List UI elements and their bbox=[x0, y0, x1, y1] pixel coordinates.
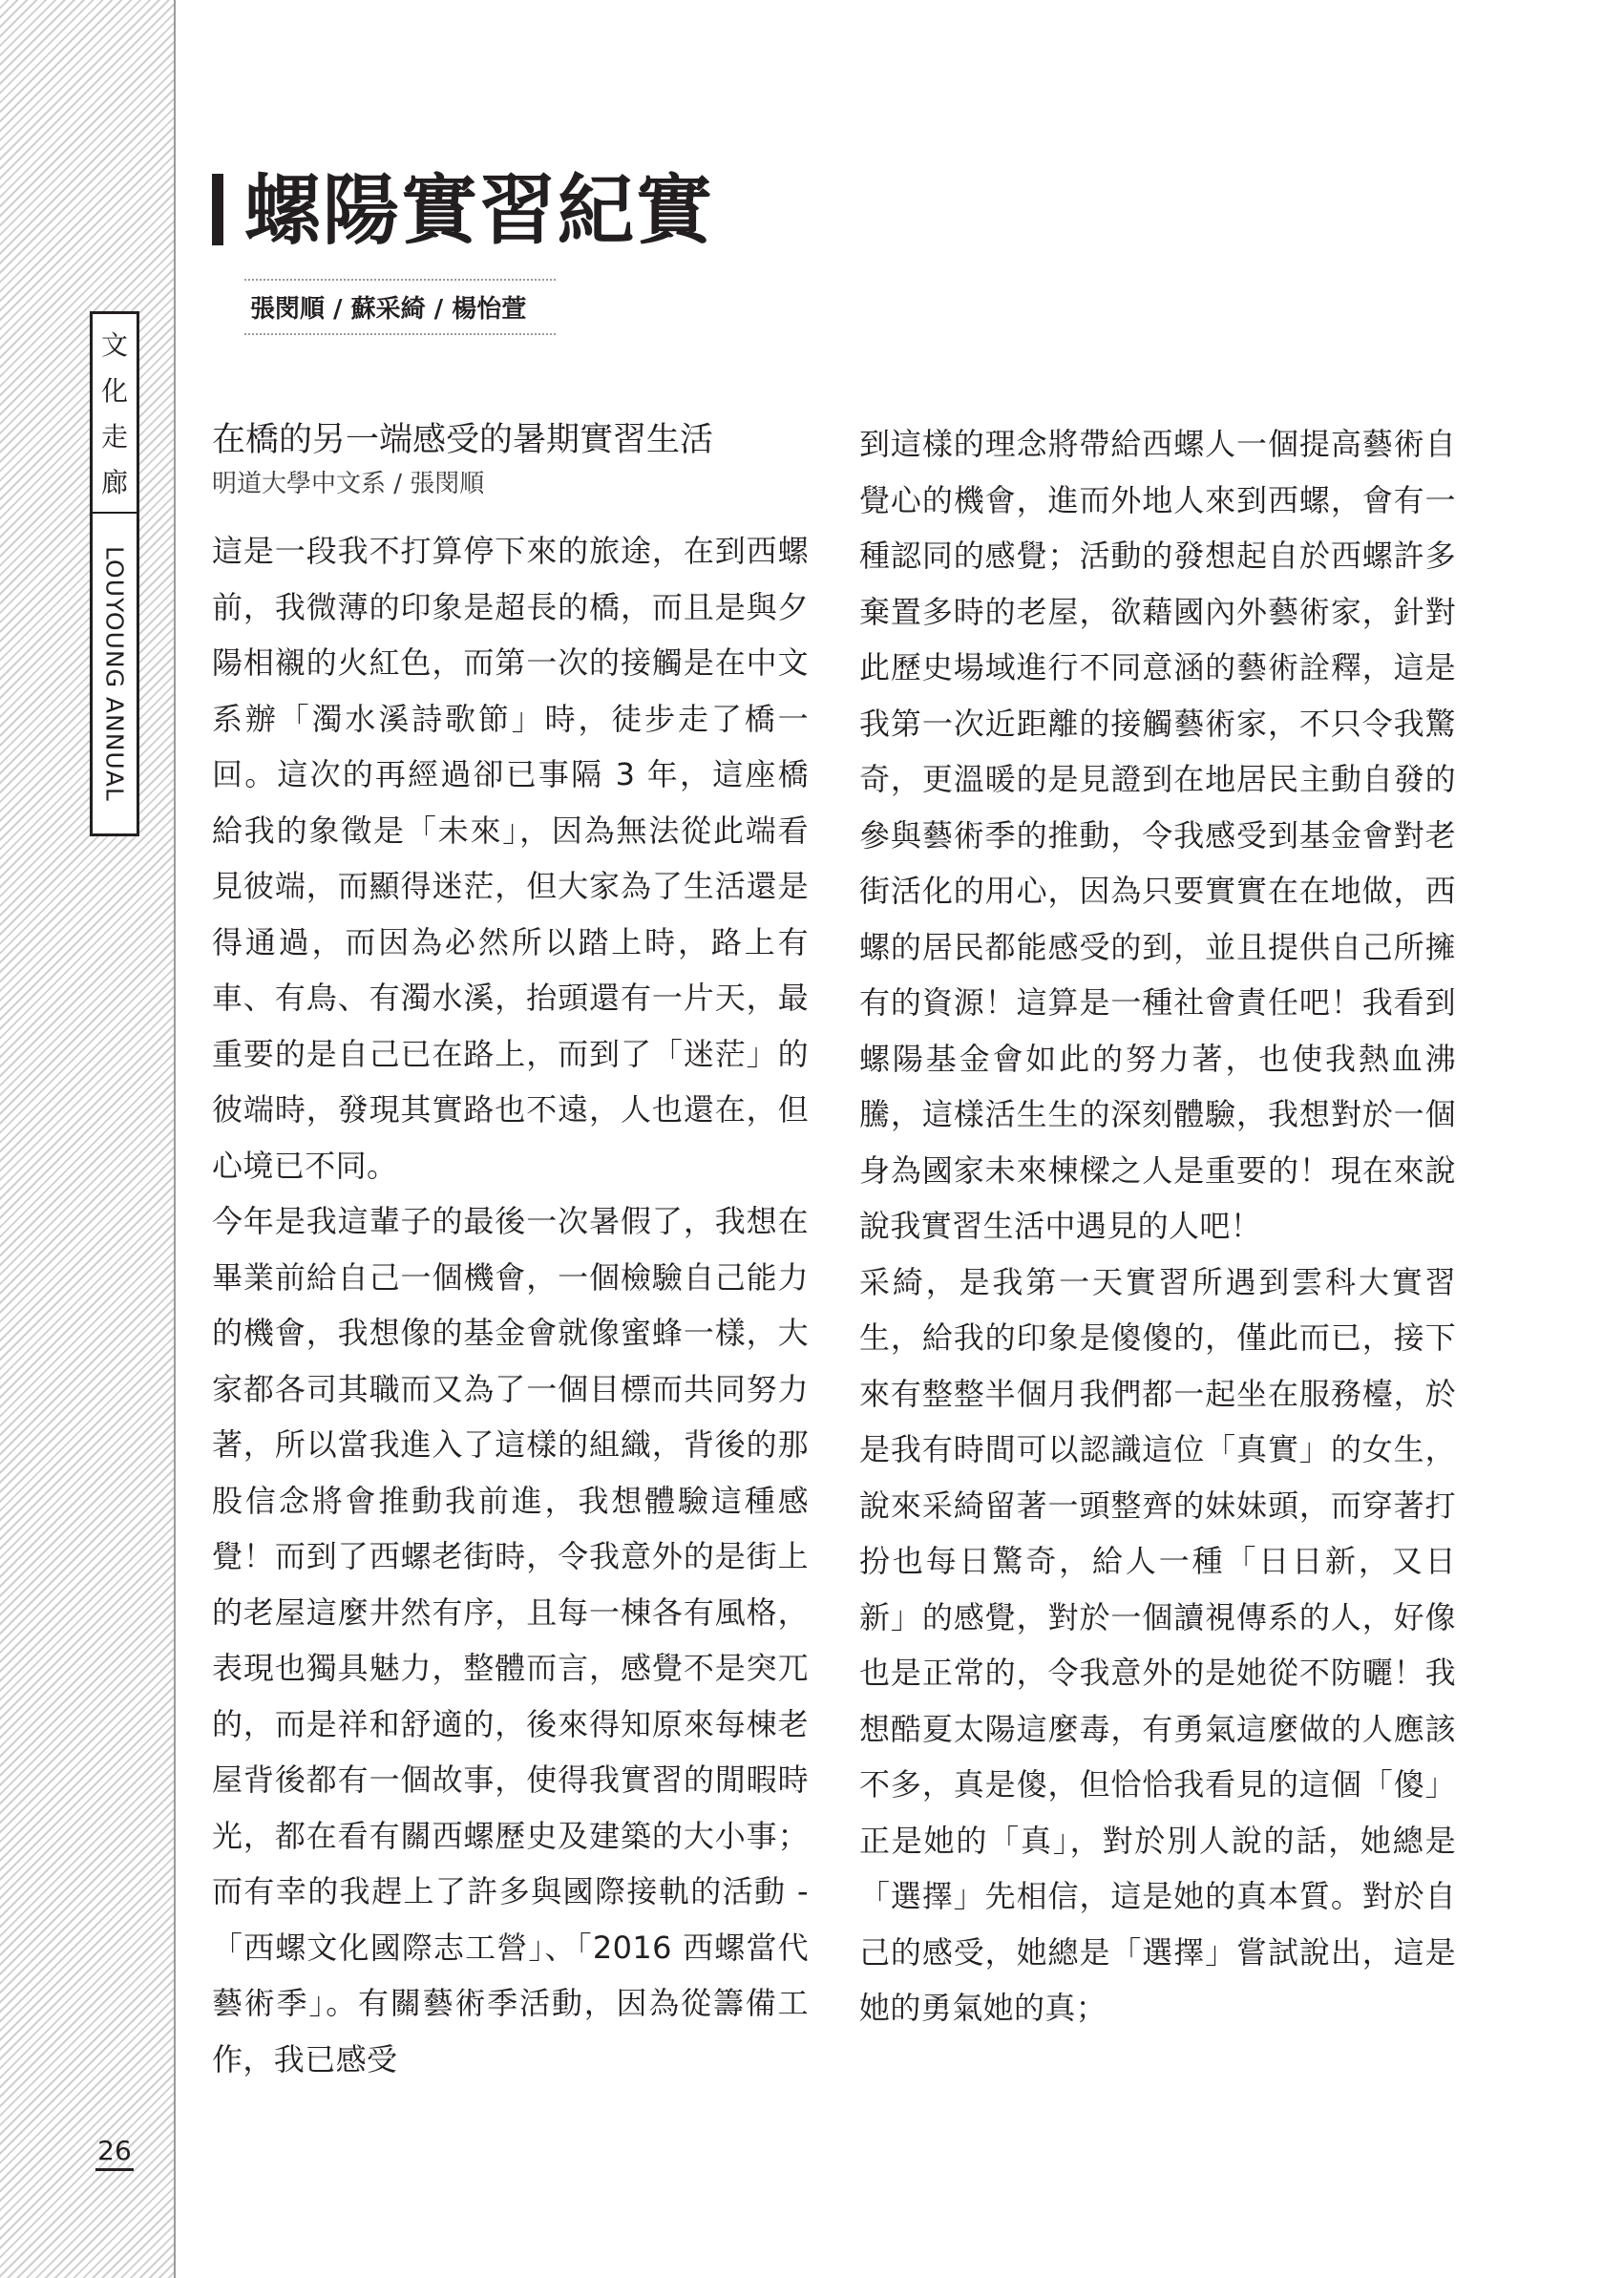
journal-name: LOUYOUNG ANNUAL bbox=[100, 545, 129, 802]
section-tab bbox=[90, 311, 139, 515]
body-paragraph: 采綺，是我第一天實習所遇到雲科大實習生，給我的印象是傻傻的，僅此而已，接下來有整整半個月我們都一起坐在服務檯，於是我有時間可以認識這位「真實」的女生，說來采綺留著一頭整齊的妹妹頭，而穿著打扮也每日驚奇，給人一種「日日新，又日新」的感覺，對於一個讀視傳系的人，好像也是正常的，令我意外的是她從不防曬！我想酷夏太陽這麼毒，有勇氣這麼做的人應該不多，真是傻，但恰恰我看見的這個「傻」正是她的「真」，對於別人說的話，她總是「選擇」先相信，這是她的真本質。對於自己的感受，她總是「選擇」嘗試說出，這是她的勇氣她的真； bbox=[859, 1263, 1456, 2026]
body-paragraph: 這是一段我不打算停下來的旅途，在到西螺前，我微薄的印象是超長的橋，而且是與夕陽相襯的火紅色，而第一次的接觸是在中文系辦「濁水溪詩歌節」時，徒步走了橋一回。這次的再經過卻已事隔 3 年，這座橋給我的象徵是「未來」，因為無法從此端看見彼端，而顯得迷茫，但大家為了生活還是得通過，而因為必然所以踏上時，路上有車、有鳥、有濁水溪，抬頭還有一片天，最重要的是自己已在路上，而到了「迷茫」的彼端時，發現其實路也不遠，人也還在，但心境已不同。 bbox=[212, 533, 809, 1184]
journal-tab bbox=[90, 512, 139, 836]
margin-divider bbox=[174, 0, 176, 2278]
section-label-char: 廊 bbox=[100, 467, 128, 498]
section-label-char: 文 bbox=[100, 329, 128, 361]
body-paragraph: 到這樣的理念將帶給西螺人一個提高藝術自覺心的機會，進而外地人來到西螺，會有一種認同的感覺；活動的發想起自於西螺許多棄置多時的老屋，欲藉國內外藝術家，針對此歷史場域進行不同意涵的藝術詮釋，這是我第一次近距離的接觸藝術家，不只令我驚奇，更溫暖的是見證到在地居民主動自發的參與藝術季的推動，令我感受到基金會對老街活化的用心，因為只要實實在在地做，西螺的居民都能感受的到，並且提供自己所擁有的資源！這算是一種社會責任吧！我看到螺陽基金會如此的努力著，也使我熱血沸騰，這樣活生生的深刻體驗，我想對於一個身為國家未來棟樑之人是重要的！現在來說說我實習生活中遇見的人吧！ bbox=[859, 426, 1456, 1244]
body-paragraph: 今年是我這輩子的最後一次暑假了，我想在畢業前給自己一個機會，一個檢驗自己能力的機會，我想像的基金會就像蜜蜂一樣，大家都各司其職而又為了一個目標而共同努力著，所以當我進入了這樣的組織，背後的那股信念將會推動我前進，我想體驗這種感覺！而到了西螺老街時，令我意外的是街上的老屋這麼井然有序，且每一棟各有風格，表現也獨具魅力，整體而言，感覺不是突兀的，而是祥和舒適的，後來得知原來每棟老屋背後都有一個故事，使得我實習的閒暇時光，都在看有關西螺歷史及建築的大小事；而有幸的我趕上了許多與國際接軌的活動 -「西螺文化國際志工營」、「2016 西螺當代藝術季」。有關藝術季活動，因為從籌備工作，我已感受 bbox=[212, 1203, 809, 2078]
article-title: 螺陽實習紀實 bbox=[244, 165, 714, 255]
article-authors: 張閔順 / 蘇采綺 / 楊怡萱 bbox=[244, 279, 556, 335]
right-column bbox=[859, 416, 1456, 2036]
margin-hatch-decoration bbox=[0, 0, 174, 2278]
section-label-char: 走 bbox=[100, 421, 128, 453]
title-accent-bar bbox=[212, 174, 223, 245]
left-column bbox=[212, 416, 809, 2087]
page-number: 26 bbox=[95, 2135, 134, 2171]
section-subtitle: 在橋的另一端感受的暑期實習生活 bbox=[212, 421, 714, 459]
author-affiliation: 明道大學中文系 / 張閔順 bbox=[212, 470, 485, 498]
section-label-char: 化 bbox=[100, 375, 128, 407]
